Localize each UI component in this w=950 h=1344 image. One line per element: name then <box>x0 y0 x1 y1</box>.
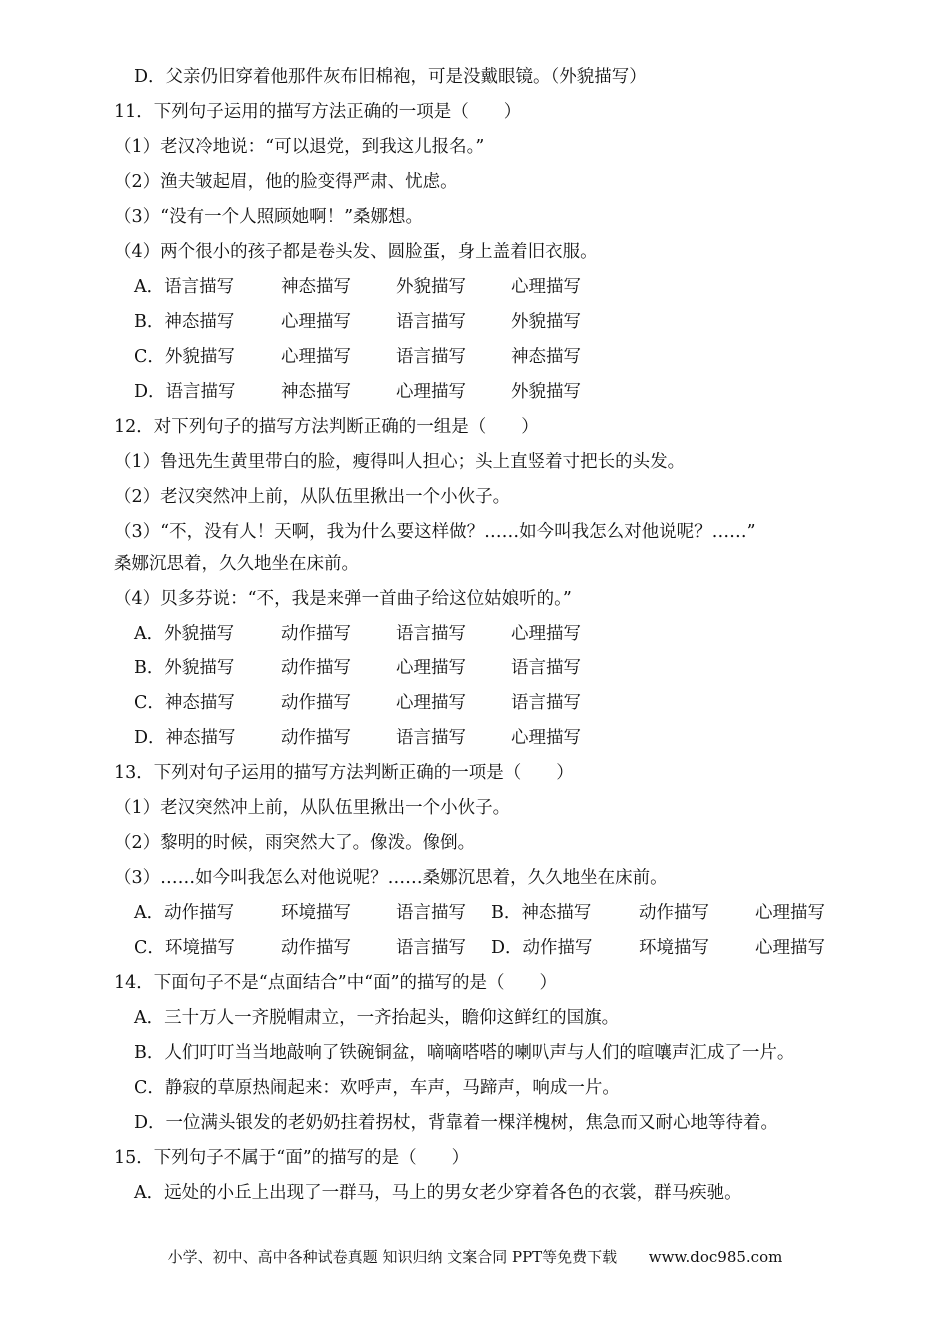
option-cell: 语言描写 <box>396 728 466 748</box>
q11-stem: 11．下列句子运用的描写方法正确的一项是（ ） <box>114 102 522 122</box>
option-cell: 外貌描写 <box>511 382 581 402</box>
q13-stem: 13．下列对句子运用的描写方法判断正确的一项是（ ） <box>114 763 574 783</box>
q12-sentence-1: （1）鲁迅先生黄里带白的脸，瘦得叫人担心；头上直竖着寸把长的头发。 <box>114 452 686 472</box>
option-cell: 语言描写 <box>396 347 466 367</box>
q11-sentence-3: （3）“没有一个人照顾她啊！”桑娜想。 <box>114 207 424 227</box>
option-cell: 心理描写 <box>396 658 466 678</box>
option-cell: 心理描写 <box>396 382 466 402</box>
option-cell: 环境描写 <box>281 903 351 923</box>
q11-sentence-2: （2）渔夫皱起眉，他的脸变得严肃、忧虑。 <box>114 172 458 192</box>
option-cell: 动作描写 <box>281 658 351 678</box>
option-cell: B．神态描写 <box>134 312 235 332</box>
option-cell: B．神态描写 <box>491 903 592 923</box>
q13-sentence-3: （3）……如今叫我怎么对他说呢？……桑娜沉思着，久久地坐在床前。 <box>114 868 668 888</box>
option-cell: 心理描写 <box>755 938 825 958</box>
footer-text: 小学、初中、高中各种试卷真题 知识归纳 文案合同 PPT等免费下载 <box>167 1248 618 1266</box>
q11-sentence-1: （1）老汉冷地说：“可以退党，到我这儿报名。” <box>114 137 485 157</box>
option-cell: C．环境描写 <box>134 938 235 958</box>
option-cell: 外貌描写 <box>396 277 466 297</box>
q12-sentence-3: （3）“不，没有人！天啊，我为什么要这样做？……如今叫我怎么对他说呢？……” <box>114 522 756 542</box>
q13-sentence-2: （2）黎明的时候，雨突然大了。像泼。像倒。 <box>114 833 476 853</box>
option-cell: 语言描写 <box>396 903 466 923</box>
q14-option-c: C．静寂的草原热闹起来：欢呼声，车声，马蹄声，响成一片。 <box>134 1078 620 1098</box>
q12-sentence-3-cont: 桑娜沉思着，久久地坐在床前。 <box>114 554 359 574</box>
q14-stem: 14．下面句子不是“点面结合”中“面”的描写的是（ ） <box>114 973 558 993</box>
q14-option-a: A．三十万人一齐脱帽肃立，一齐抬起头，瞻仰这鲜红的国旗。 <box>134 1008 620 1028</box>
option-cell: 外貌描写 <box>511 312 581 332</box>
option-cell: 环境描写 <box>639 938 709 958</box>
q11-sentence-4: （4）两个很小的孩子都是卷头发、圆脸蛋，身上盖着旧衣服。 <box>114 242 598 262</box>
option-cell: D．动作描写 <box>491 938 593 958</box>
q12-sentence-4: （4）贝多芬说：“不，我是来弹一首曲子给这位姑娘听的。” <box>114 589 572 609</box>
option-cell: D．神态描写 <box>134 728 236 748</box>
option-cell: C．外貌描写 <box>134 347 235 367</box>
option-cell: A．外貌描写 <box>134 624 235 644</box>
option-cell: 心理描写 <box>396 693 466 713</box>
option-cell: C．神态描写 <box>134 693 235 713</box>
option-cell: 心理描写 <box>511 277 581 297</box>
q12-stem: 12．对下列句子的描写方法判断正确的一组是（ ） <box>114 417 539 437</box>
q15-option-a: A．远处的小丘上出现了一群马，马上的男女老少穿着各色的衣裳，群马疾驰。 <box>134 1183 742 1203</box>
option-cell: 神态描写 <box>281 277 351 297</box>
option-cell: B．外貌描写 <box>134 658 235 678</box>
option-cell: 动作描写 <box>281 728 351 748</box>
q10-option-d: D．父亲仍旧穿着他那件灰布旧棉袍，可是没戴眼镜。（外貌描写） <box>134 67 647 87</box>
option-cell: 动作描写 <box>281 624 351 644</box>
footer-url[interactable]: www.doc985.com <box>648 1248 783 1266</box>
option-cell: D．语言描写 <box>134 382 236 402</box>
option-cell: 神态描写 <box>511 347 581 367</box>
option-cell: A．语言描写 <box>134 277 235 297</box>
option-cell: 语言描写 <box>511 693 581 713</box>
option-cell: 语言描写 <box>511 658 581 678</box>
option-cell: 动作描写 <box>281 938 351 958</box>
option-cell: 动作描写 <box>639 903 709 923</box>
option-cell: A．动作描写 <box>134 903 235 923</box>
option-cell: 动作描写 <box>281 693 351 713</box>
option-cell: 心理描写 <box>281 312 351 332</box>
option-cell: 心理描写 <box>755 903 825 923</box>
option-cell: 语言描写 <box>396 312 466 332</box>
option-cell: 心理描写 <box>511 728 581 748</box>
q14-option-d: D．一位满头银发的老奶奶拄着拐杖，背靠着一棵洋槐树，焦急而又耐心地等待着。 <box>134 1113 779 1133</box>
q14-option-b: B．人们叮叮当当地敲响了铁碗铜盆，嘀嘀嗒嗒的喇叭声与人们的喧嚷声汇成了一片。 <box>134 1043 795 1063</box>
option-cell: 心理描写 <box>511 624 581 644</box>
page-footer <box>0 1246 950 1267</box>
q15-stem: 15．下列句子不属于“面”的描写的是（ ） <box>114 1148 470 1168</box>
option-cell: 心理描写 <box>281 347 351 367</box>
option-cell: 语言描写 <box>396 938 466 958</box>
q12-sentence-2: （2）老汉突然冲上前，从队伍里揪出一个小伙子。 <box>114 487 511 507</box>
option-cell: 语言描写 <box>396 624 466 644</box>
q13-sentence-1: （1）老汉突然冲上前，从队伍里揪出一个小伙子。 <box>114 798 511 818</box>
option-cell: 神态描写 <box>281 382 351 402</box>
